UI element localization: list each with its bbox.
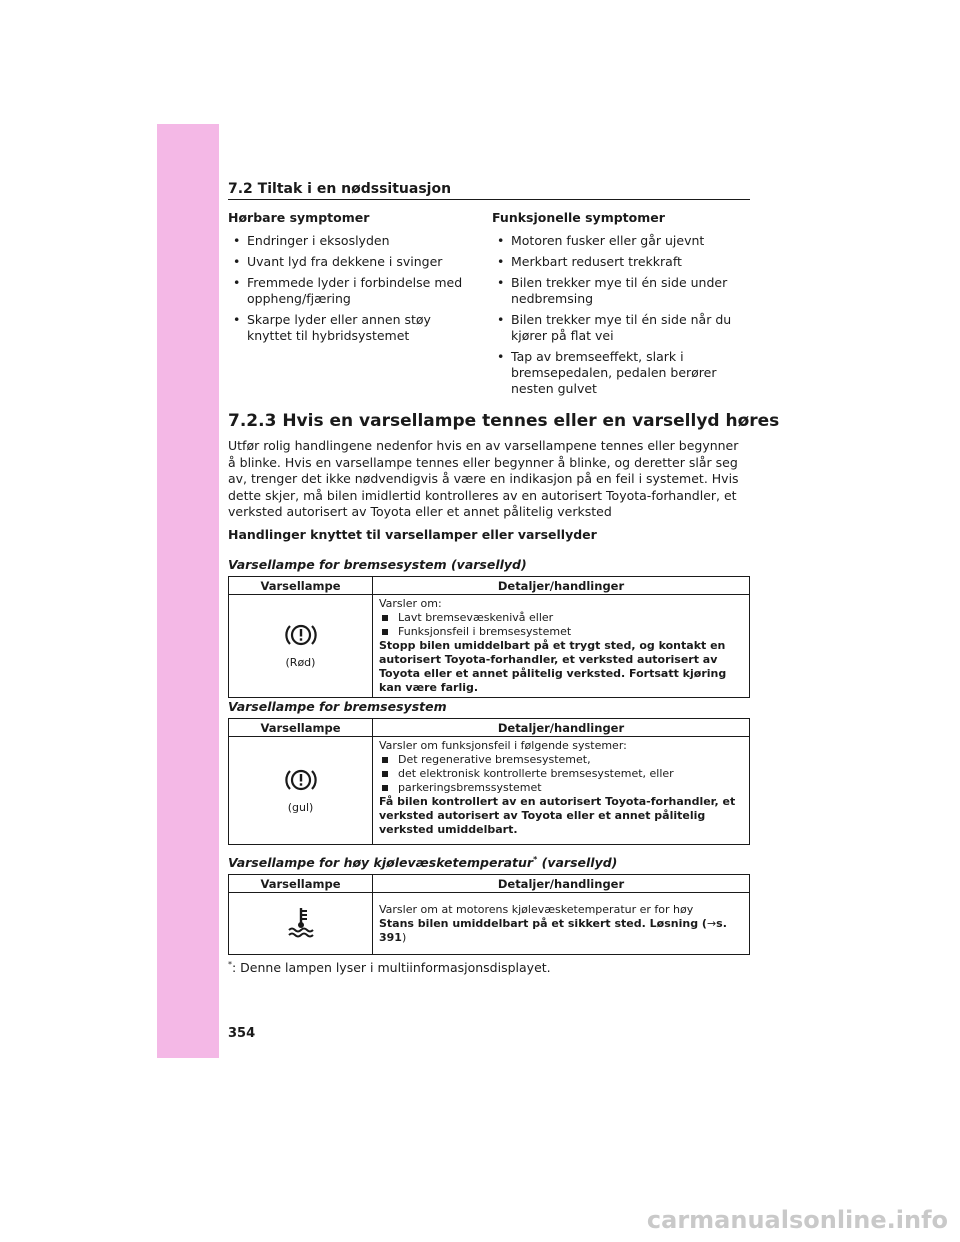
table-title: Varsellampe for bremsesystem — [228, 699, 447, 714]
column-header-lamp: Varsellampe — [229, 577, 373, 595]
lamp-color-label: (Rød) — [285, 656, 316, 669]
header-divider — [228, 199, 750, 200]
action-text: Stopp bilen umiddelbart på et trygt sted, og kontakt en autorisert Toyota-forhandler, et verksted autorisert av Toyota eller et annet pålitelig verksted. Fortsatt kjøring kan være farlig. — [379, 639, 727, 694]
details-cell — [373, 737, 750, 845]
brake-warning-icon — [284, 622, 318, 648]
list-item: • Motoren fusker eller går ujevnt — [492, 233, 742, 249]
lamp-cell — [229, 737, 373, 845]
action-text-main: Stans bilen umiddelbart på et sikkert sted. Løsning ( — [379, 916, 707, 930]
list-item: • Merkbart redusert trekkraft — [492, 254, 742, 270]
watermark: carmanualsonline.info — [646, 1206, 948, 1234]
warning-table-coolant — [228, 874, 750, 955]
functional-symptoms — [492, 210, 742, 402]
list-item: Det regenerative bremsesystemet, — [379, 753, 743, 767]
audible-symptoms-title: Hørbare symptomer — [228, 210, 370, 225]
list-item: • Tap av bremseeffekt, slark i bremsepedalen, pedalen berører nesten gulvet — [492, 349, 742, 397]
brake-warning-icon — [284, 767, 318, 793]
lamp-cell — [229, 595, 373, 698]
section-header: 7.2 Tiltak i en nødssituasjon — [228, 181, 452, 197]
table-title — [228, 855, 617, 870]
footnote-text: : Denne lampen lyser i multiinformasjonsdisplayet. — [232, 960, 551, 976]
list-item: • Bilen trekker mye til én side under nedbremsing — [492, 275, 742, 307]
list-item: • Bilen trekker mye til én side når du kjører på flat vei — [492, 312, 742, 344]
page-reference-link[interactable]: s. 391 — [379, 916, 727, 944]
details-intro: Varsler om: — [379, 597, 442, 610]
list-item: • Fremmede lyder i forbindelse med oppheng/fjæring — [228, 275, 473, 307]
functional-symptoms-title: Funksjonelle symptomer — [492, 210, 665, 225]
column-header-lamp: Varsellampe — [229, 719, 373, 737]
action-text-end: ) — [401, 930, 407, 944]
warning-table-brake-red — [228, 576, 750, 698]
column-header-details: Detaljer/handlinger — [373, 875, 750, 893]
footnote — [228, 960, 551, 975]
list-item: • Endringer i eksoslyden — [228, 233, 473, 249]
footnote-mark: * — [533, 855, 538, 864]
details-cell — [373, 595, 750, 698]
audible-symptoms — [228, 210, 473, 349]
coolant-temperature-icon — [286, 906, 316, 938]
action-text: Få bilen kontrollert av en autorisert Toyota-forhandler, et verksted autorisert av Toyota eller et annet pålitelig verksted umiddelbart. — [379, 795, 736, 836]
table-title: Varsellampe for bremsesystem (varsellyd) — [228, 557, 527, 572]
column-header-details: Detaljer/handlinger — [373, 577, 750, 595]
details-intro: Varsler om funksjonsfeil i følgende systemer: — [379, 739, 627, 752]
lamp-color-label: (gul) — [287, 800, 314, 814]
column-header-details: Detaljer/handlinger — [373, 719, 750, 737]
section-intro: Utfør rolig handlingene nedenfor hvis en av varsellampene tennes eller begynner å blinke. Hvis en varsellampe tennes eller begynner å blinke, og deretter slår seg av, trenger det ikke nødvendigvis å være en indikasjon på en feil i systemet. Hvis dette skjer, må bilen imidlertid kontrolleres av en autorisert Toyota-forhandler, et verksted autorisert av Toyota eller et annet pålitelig verksted — [228, 438, 739, 519]
section-title: 7.2.3 Hvis en varsellampe tennes eller en varsellyd høres — [228, 411, 780, 431]
list-item: parkeringsbremssystemet — [379, 781, 743, 795]
table-title-suffix: (varsellyd) — [537, 855, 618, 871]
list-item: Lavt bremsevæskenivå eller — [379, 611, 743, 625]
warning-table-brake-yellow — [228, 718, 750, 845]
details-intro: Varsler om at motorens kjølevæsketemperatur er for høy — [379, 902, 694, 916]
action-text — [379, 917, 743, 945]
column-header-lamp: Varsellampe — [229, 875, 373, 893]
page-number: 354 — [228, 1026, 256, 1041]
table-title-text: Varsellampe for høy kjølevæsketemperatur — [228, 855, 534, 871]
details-cell — [373, 893, 750, 955]
list-item: • Skarpe lyder eller annen støy knyttet til hybridsystemet — [228, 312, 473, 344]
footnote-mark: * — [228, 960, 232, 969]
list-item: Funksjonsfeil i bremsesystemet — [379, 625, 743, 639]
actions-subheading: Handlinger knyttet til varsellamper eller varsellyder — [228, 527, 597, 542]
arrow-glyph: → — [706, 916, 717, 930]
list-item: • Uvant lyd fra dekkene i svinger — [228, 254, 473, 270]
lamp-cell — [229, 893, 373, 955]
chapter-color-bar — [157, 124, 219, 1058]
list-item: det elektronisk kontrollerte bremsesystemet, eller — [379, 767, 743, 781]
